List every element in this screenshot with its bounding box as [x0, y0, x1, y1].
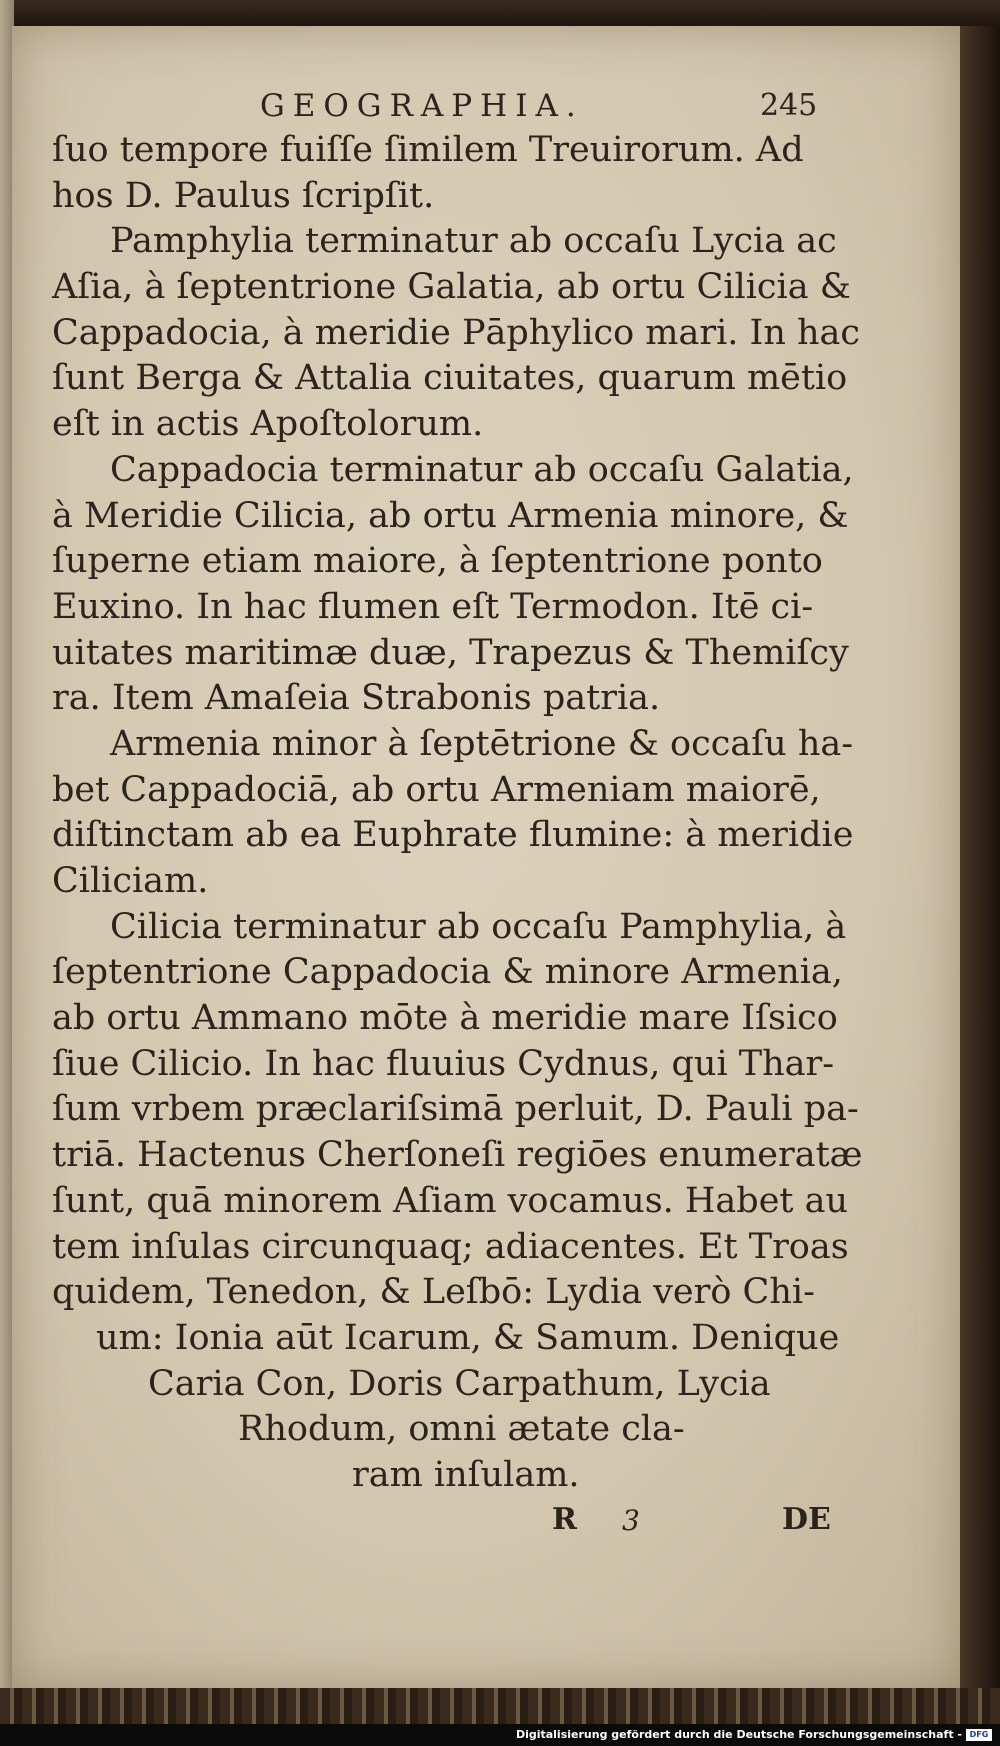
running-title: GEOGRAPHIA. [260, 88, 584, 124]
text-line: Aſia, à ſeptentrione Galatia, ab ortu Cilicia & [52, 267, 851, 308]
text-line: Cappadocia terminatur ab occaſu Galatia, [110, 449, 854, 490]
text-line: ſiue Cilicio. In hac fluuius Cydnus, qui Thar- [52, 1043, 835, 1084]
digitization-footer [0, 1724, 1000, 1746]
dfg-logo: DFG [966, 1729, 992, 1741]
text-line: Armenia minor à ſeptētrione & occaſu ha- [110, 723, 854, 764]
text-line: ab ortu Ammano mōte à meridie mare Iſsico [52, 998, 838, 1039]
book-bottom-edge [0, 1688, 1000, 1724]
text-line: Cilicia terminatur ab occaſu Pamphylia, à [110, 906, 847, 947]
text-line: Cappadocia, à meridie Pāphylico mari. In hac [52, 312, 861, 353]
text-line: hos D. Paulus ſcripſit. [52, 175, 435, 216]
text-line: triā. Hactenus Cherſoneſi regiōes enumeratæ [52, 1135, 863, 1176]
text-line: à Meridie Cilicia, ab ortu Armenia minore, & [52, 495, 849, 536]
text-line: ram inſulam. [352, 1454, 580, 1495]
text-line: Caria Con, Doris Carpathum, Lycia [148, 1363, 771, 1404]
digitization-credit: Digitalisierung gefördert durch die Deutsche Forschungsgemeinschaft - [515, 1728, 962, 1741]
signature-mark: R [552, 1502, 577, 1537]
text-line: ſuperne etiam maiore, à ſeptentrione ponto [52, 541, 823, 582]
text-line: ſuo tempore fuiſſe ſimilem Treuirorum. Ad [52, 130, 804, 170]
text-line: Ciliciam. [52, 861, 209, 901]
text-line: ſum vrbem præclariſsimā perluit, D. Pauli pa- [52, 1089, 859, 1130]
page-body [52, 128, 863, 1499]
text-line: Rhodum, omni ætate cla- [238, 1409, 685, 1450]
text-line: eſt in actis Apoſtolorum. [52, 404, 484, 445]
text-line: um: Ionia aūt Icarum, & Samum. Denique [96, 1317, 840, 1358]
text-line: uitates maritimæ duæ, Trapezus & Themiſcy [52, 632, 849, 673]
book-right-edge [960, 26, 1000, 1726]
text-line: bet Cappadociā, ab ortu Armeniam maiorē, [52, 769, 821, 810]
text-line: ſunt, quā minorem Aſiam vocamus. Habet au [52, 1180, 849, 1221]
text-line: tem inſulas circunquaq; adiacentes. Et Troas [52, 1226, 849, 1267]
catchword: DE [782, 1502, 831, 1537]
text-line: ra. Item Amaſeia Strabonis patria. [52, 678, 661, 719]
text-line: Euxino. In hac flumen eſt Termodon. Itē ci- [52, 586, 814, 627]
text-line: ſunt Berga & Attalia ciuitates, quarum mētio [52, 358, 848, 399]
book-page [12, 26, 960, 1688]
page-number: 245 [760, 88, 818, 123]
text-line: diſtinctam ab ea Euphrate flumine: à meridie [52, 815, 854, 856]
text-line: quidem, Tenedon, & Leſbō: Lydia verò Chi- [52, 1272, 815, 1313]
text-line: ſeptentrione Cappadocia & minore Armenia, [52, 952, 843, 993]
text-line: Pamphylia terminatur ab occaſu Lycia ac [110, 221, 837, 262]
signature-number: 3 [622, 1504, 640, 1537]
